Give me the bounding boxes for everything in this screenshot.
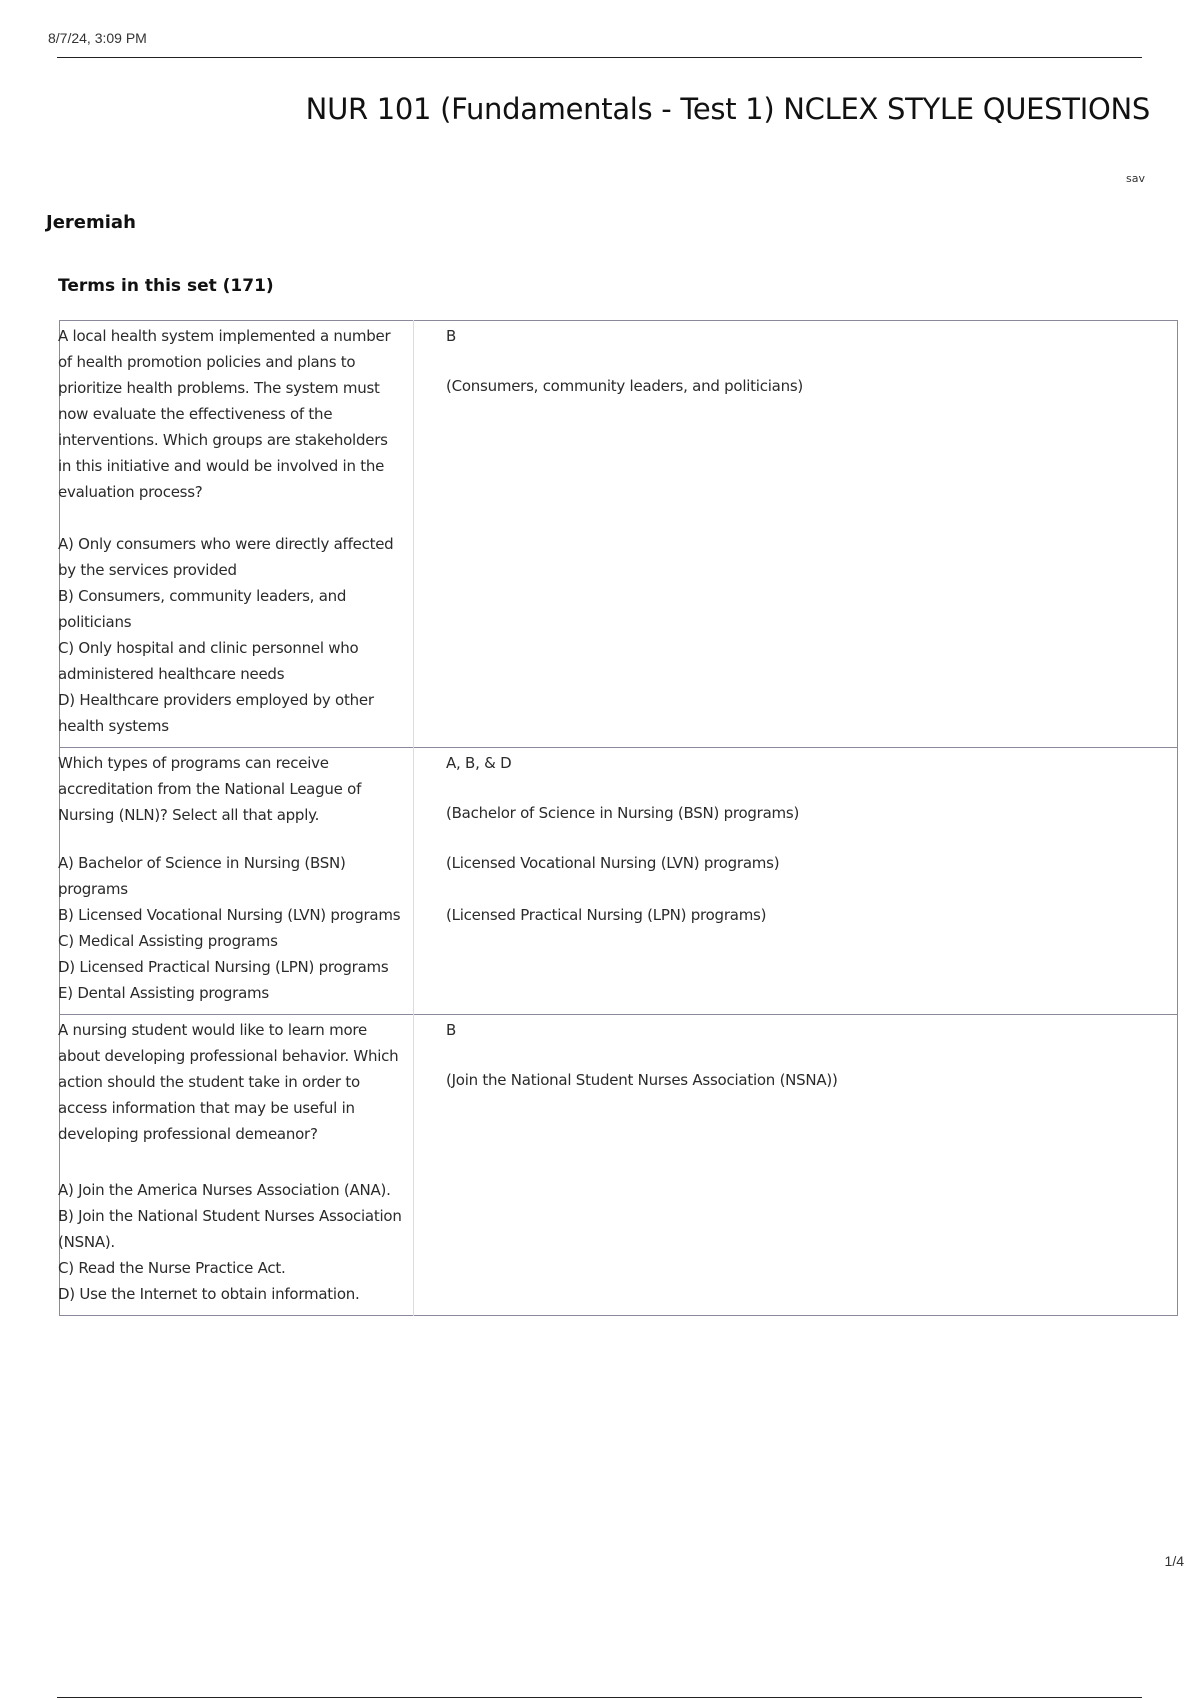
- answer-explanation: (Bachelor of Science in Nursing (BSN) programs): [446, 804, 800, 822]
- term-answer-cell: [414, 748, 1178, 1015]
- option-b: B) Consumers, community leaders, and politicians: [58, 587, 351, 631]
- answer-key: B: [446, 327, 457, 345]
- option-b: B) Licensed Vocational Nursing (LVN) programs: [58, 906, 401, 924]
- terms-count-heading: Terms in this set (171): [58, 276, 274, 296]
- term-row: [60, 321, 1178, 748]
- answer-key: B: [446, 1021, 457, 1039]
- footer-divider: [57, 1697, 1142, 1698]
- answer-explanation: (Licensed Vocational Nursing (LVN) programs): [446, 854, 780, 872]
- option-d: D) Healthcare providers employed by other health systems: [58, 691, 379, 735]
- question-text: A local health system implemented a number of health promotion policies and plans to prioritize health problems. The system must now evaluate the effectiveness of the interventions. Which groups are stakeholders in this initiative and would be involved in the evaluation process?: [58, 327, 395, 501]
- option-a: A) Bachelor of Science in Nursing (BSN) programs: [58, 854, 351, 898]
- save-button[interactable]: sav: [1126, 172, 1145, 185]
- option-c: C) Read the Nurse Practice Act.: [58, 1259, 286, 1277]
- page-number: 1/4: [1164, 1553, 1184, 1569]
- term-question-cell: [60, 748, 414, 1015]
- option-c: C) Medical Assisting programs: [58, 932, 278, 950]
- question-text: A nursing student would like to learn more about developing professional behavior. Which action should the student take in order to access information that may be useful in developing professional demeanor?: [58, 1021, 403, 1143]
- option-e: E) Dental Assisting programs: [58, 984, 269, 1002]
- term-question-cell: [60, 321, 414, 748]
- header-divider: [57, 57, 1142, 58]
- answer-explanation: (Consumers, community leaders, and politicians): [446, 377, 804, 395]
- term-answer-cell: [414, 321, 1178, 748]
- author-name: Jeremiah: [46, 212, 136, 233]
- print-timestamp: 8/7/24, 3:09 PM: [48, 30, 147, 46]
- option-d: D) Licensed Practical Nursing (LPN) programs: [58, 958, 389, 976]
- term-question-cell: [60, 1015, 414, 1316]
- option-a: A) Only consumers who were directly affected by the services provided: [58, 535, 398, 579]
- answer-key: A, B, & D: [446, 754, 512, 772]
- question-text: Which types of programs can receive accreditation from the National League of Nursing (NLN)? Select all that apply.: [58, 754, 366, 824]
- option-d: D) Use the Internet to obtain information.: [58, 1285, 360, 1303]
- option-c: C) Only hospital and clinic personnel who administered healthcare needs: [58, 639, 363, 683]
- term-row: [60, 1015, 1178, 1316]
- answer-explanation: (Licensed Practical Nursing (LPN) programs): [446, 906, 767, 924]
- page-title: NUR 101 (Fundamentals - Test 1) NCLEX STYLE QUESTIONS: [305, 92, 1150, 126]
- option-a: A) Join the America Nurses Association (ANA).: [58, 1181, 391, 1199]
- terms-table: [59, 320, 1178, 1316]
- term-answer-cell: [414, 1015, 1178, 1316]
- answer-explanation: (Join the National Student Nurses Association (NSNA)): [446, 1071, 838, 1089]
- option-b: B) Join the National Student Nurses Association (NSNA).: [58, 1207, 407, 1251]
- term-row: [60, 748, 1178, 1015]
